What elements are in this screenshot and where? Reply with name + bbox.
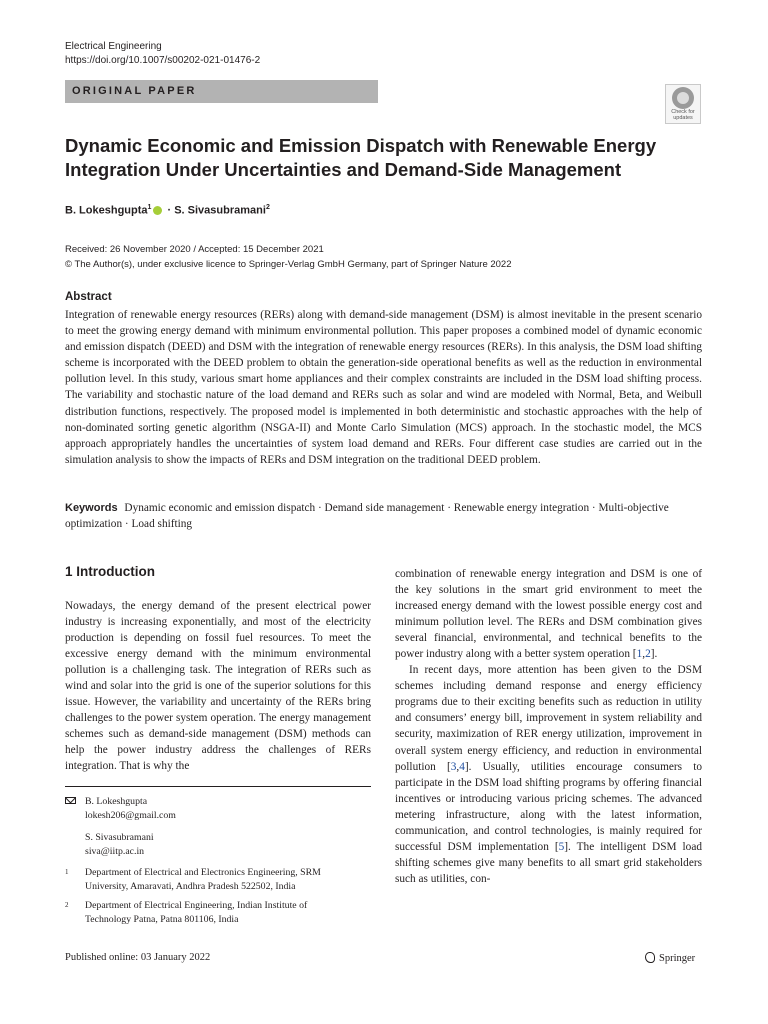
citation-link[interactable]: 3	[450, 760, 457, 773]
doi-link[interactable]: https://doi.org/10.1007/s00202-021-01476-2	[65, 55, 261, 66]
affiliation-1-line-2: University, Amaravati, Andhra Pradesh 522502, India	[85, 880, 296, 892]
article-dates	[65, 242, 512, 272]
keywords-block	[65, 500, 702, 532]
citation-link[interactable]: 5	[558, 840, 565, 853]
published-online: Published online: 03 January 2022	[65, 952, 211, 963]
affiliation-2-line-1: Department of Electrical Engineering, Indian Institute of	[85, 900, 308, 911]
intro-paragraph-2	[395, 566, 702, 662]
article-type-banner: ORIGINAL PAPER	[65, 80, 378, 103]
author-1-affil: 1	[147, 204, 152, 211]
envelope-icon	[65, 797, 76, 804]
affiliation-1	[85, 866, 321, 893]
title-line-1: Dynamic Economic and Emission Dispatch with Renewable Energy	[65, 135, 657, 156]
contact-name-1: B. Lokeshgupta	[85, 796, 148, 807]
orcid-icon[interactable]	[153, 206, 162, 215]
affiliation-2-line-2: Technology Patna, Patna 801106, India	[85, 913, 239, 925]
citation-separator: ,	[456, 760, 460, 773]
author-2-affil: 2	[265, 204, 270, 211]
citation-link[interactable]: 4	[459, 760, 465, 773]
contact-email-2[interactable]: siva@iitp.ac.in	[85, 845, 145, 857]
journal-header	[65, 40, 260, 68]
intro-paragraph-3	[395, 662, 702, 887]
abstract-text: Integration of renewable energy resources (RERs) along with demand-side management (DSM) is almost inevitable in the present scenario to meet the growing energy demand with minimum environmental pollution. This paper proposes a combined model of dynamic economic and emission dispatch (DEED) and DSM with the integration of renewable energy resources (RERs). In this analysis, the DSM load shifting scheme is incorporated with the DEED problem to obtain the generation-side operational benefits as well as the reduction in environmental pollution level. In this study, various smart home appliances and their complex constraints are included in the DSM load shifting process. The variability and stochastic nature of the load demand and RERs such as solar and wind are modeled with Normal, Beta, and Weibull distribution functions, respectively. The proposed model is implemented in both deterministic and stochastic approaches with the help of non-dominated sorting genetic algorithm (NSGA-II) and Monte Carlo Simulation (MCS) approach. In the stochastic model, the MCS approach appropriately handles the uncertainties of system load demand and RERs. Four different case studies are carried out in the simulation analysis to show the impacts of RERs and DSM integration on the traditional DEED problem.	[65, 309, 702, 466]
abstract-heading: Abstract	[65, 291, 112, 303]
springer-horse-icon	[645, 952, 655, 963]
section-heading-introduction: 1 Introduction	[65, 564, 155, 579]
check-for-updates-badge[interactable]	[665, 84, 701, 124]
intro-right-column	[395, 566, 702, 887]
citation-link[interactable]: 2	[645, 648, 651, 661]
paragraph-text: combination of renewable energy integration and DSM is one of the key solutions in the smart grid environment to meet the increased energy demand with the lowest possible energy cost and minimum pollution level. The RERs and DSM combination gives several financial, environmental, and technical benefits to the power industry along with a better system operation [	[395, 568, 702, 661]
author-separator: ·	[167, 204, 172, 217]
author-1[interactable]: B. Lokeshgupta	[65, 204, 148, 217]
citation-link[interactable]: 1	[636, 648, 643, 661]
affiliation-1-line-1: Department of Electrical and Electronics Engineering, SRM	[85, 867, 321, 878]
check-updates-line1: Check for	[671, 109, 695, 115]
check-updates-line2: updates	[673, 115, 693, 121]
intro-paragraph-1: Nowadays, the energy demand of the present electrical power industry is increasing exponentially, and most of the electricity production is depending on fossil fuel resources. To meet the excessive energy demand with the minimum environmental pollution is a challenging task. The integration of RERs such as wind and solar into the grid is one of the superior solutions for this issue. However, the variability and uncertainty of the RERs bring challenges to the power system operation. The energy management schemes such as demand-side management (DSM) methods can help the power industry address the challenges of RERs integration. That is why the	[65, 600, 371, 773]
contact-name-2: S. Sivasubramani	[85, 832, 154, 843]
footnote-divider	[65, 786, 371, 787]
keywords-text: Dynamic economic and emission dispatch · Demand side management · Renewable energy integration · Multi-objective optimization · Load shifting	[65, 502, 669, 531]
check-updates-icon	[672, 87, 694, 109]
paragraph-text: ]. Usually, utilities encourage consumers to participate in the DSM load shifting programs by offering financial incentives or introducing various pricing schemes. The advanced metering infrastructure, along with the latest information, communication, and control technologies, is mainly required for successful DSM implementation [	[395, 760, 702, 853]
paper-title	[65, 134, 685, 182]
author-2[interactable]: S. Sivasubramani	[174, 204, 266, 217]
corresponding-authors	[85, 795, 176, 858]
affiliation-1-number: 1	[65, 868, 69, 876]
journal-name: Electrical Engineering	[65, 41, 162, 52]
affiliation-2-number: 2	[65, 901, 69, 909]
publisher-logo	[645, 952, 695, 964]
affiliation-2	[85, 899, 307, 926]
title-line-2: Integration Under Uncertainties and Demand-Side Management	[65, 159, 622, 180]
contact-email-1[interactable]: lokesh206@gmail.com	[85, 809, 176, 821]
paragraph-text: In recent days, more attention has been given to the DSM schemes including demand response and energy efficiency programs due to their exciting benefits such as reduction in utility and consumers’ energy bill, improvement in system reliability and security, maximization of RER energy utilization, improvement in overall system energy efficiency, and reduction in environmental pollution [	[395, 664, 702, 773]
copyright-line: © The Author(s), under exclusive licence to Springer-Verlag GmbH Germany, part of Springer Nature 2022	[65, 259, 512, 270]
citation-separator: ,	[642, 648, 646, 661]
keywords-heading: Keywords	[65, 502, 118, 514]
received-accepted: Received: 26 November 2020 / Accepted: 15 December 2021	[65, 244, 324, 255]
publisher-name: Springer	[659, 953, 696, 964]
intro-left-column	[65, 598, 371, 775]
paragraph-text: ].	[650, 648, 658, 661]
author-list	[65, 204, 270, 217]
paragraph-text: ]. The intelligent DSM load shifting schemes give many benefits to all smart grid stakeholders such as utilities, con-	[395, 840, 702, 885]
